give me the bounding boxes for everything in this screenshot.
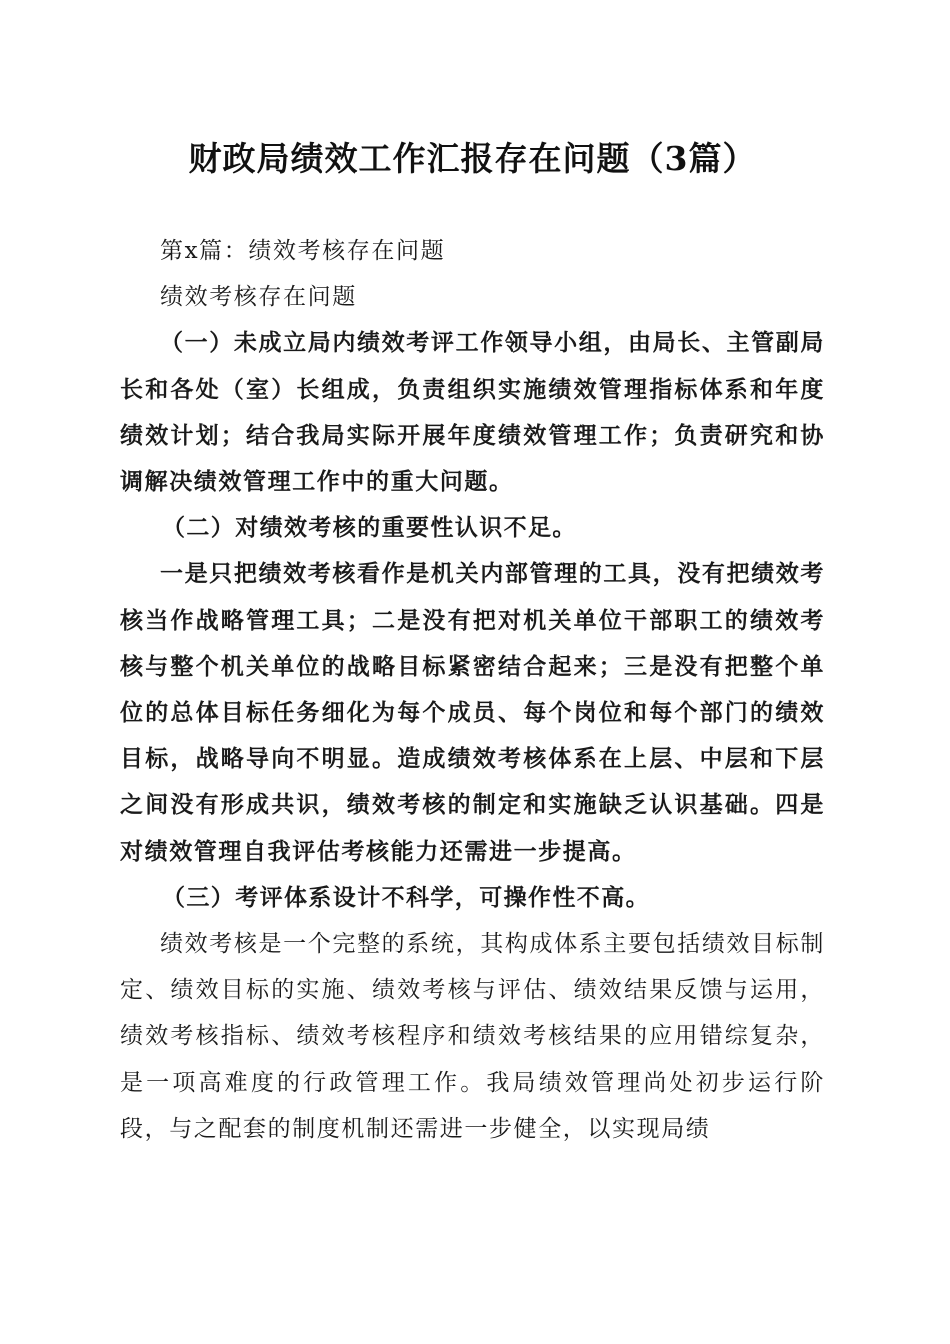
document-title: 财政局绩效工作汇报存在问题（3篇） [188, 139, 757, 178]
section-subtitle: 绩效考核存在问题 [160, 284, 357, 311]
paragraph-point-two-body: 一是只把绩效考核看作是机关内部管理的工具，没有把绩效考核当作战略管理工具；二是没有把对机关单位干部职工的绩效考核与整个机关单位的战略目标紧密结合起来；三是没有把整个单位的总体目标任务细化为每个成员、每个岗位和每个部门的绩效目标，战略导向不明显。造成绩效考核体系在上层、中层和下层之间没有形成共识，绩效考核的制定和实施缺乏认识基础。四是对绩效管理自我评估考核能力还需进一步提高。 [120, 560, 825, 865]
document-page [120, 0, 825, 1344]
heading-point-three: （三）考评体系设计不科学，可操作性不高。 [162, 883, 650, 911]
paragraph-point-three-body: 绩效考核是一个完整的系统，其构成体系主要包括绩效目标制定、绩效目标的实施、绩效考核与评估、绩效结果反馈与运用，绩效考核指标、绩效考核程序和绩效考核结果的应用错综复杂，是一项高难度的行政管理工作。我局绩效管理尚处初步运行阶段，与之配套的制度机制还需进一步健全，以实现局绩 [120, 931, 825, 1142]
heading-point-two: （二）对绩效考核的重要性认识不足。 [162, 514, 577, 542]
section-label: 第x篇：绩效考核存在问题 [160, 238, 446, 264]
paragraph-point-one: （一）未成立局内绩效考评工作领导小组，由局长、主管副局长和各处（室）长组成，负责组织实施绩效管理指标体系和年度绩效计划；结合我局实际开展年度绩效管理工作；负责研究和协调解决绩效管理工作中的重大问题。 [120, 329, 825, 496]
document-body [120, 228, 825, 1152]
